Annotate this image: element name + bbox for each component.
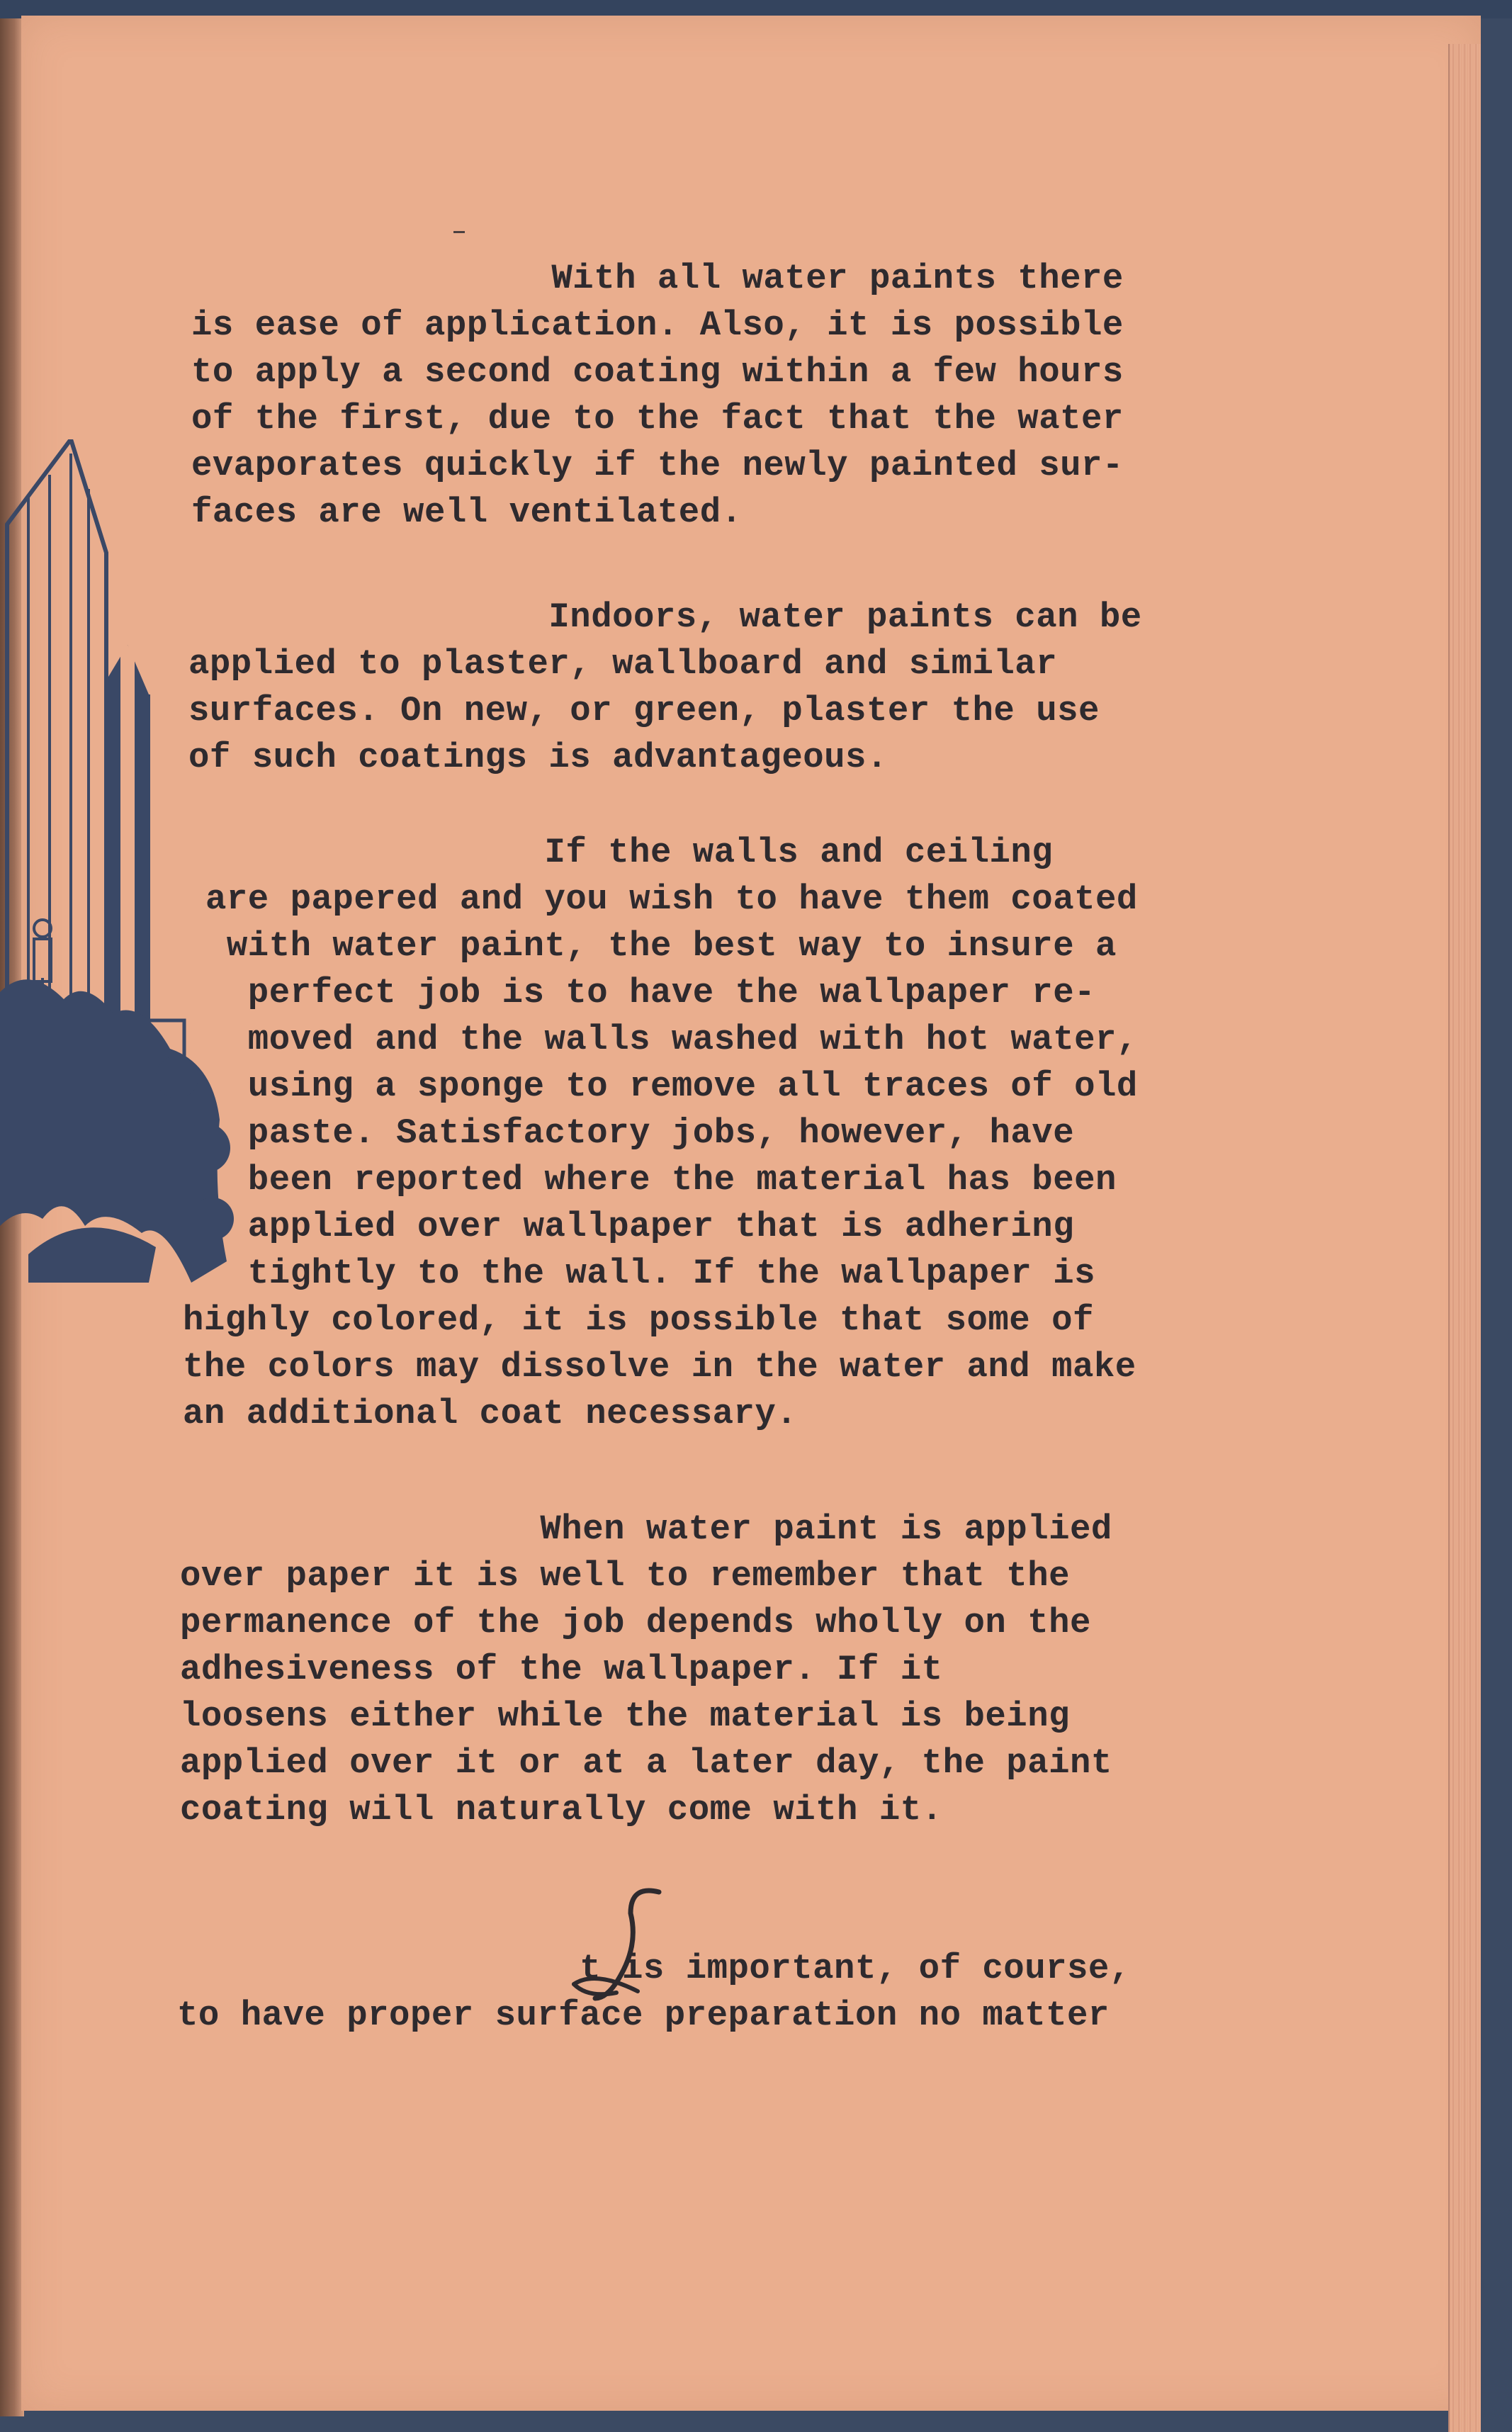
paragraph-4: When water paint is applied over paper it is well to remember that the permanence of the job depends wholly on the adhesiveness of the wallpaper. If it loosens either while the material is being applied over it or at a later day, the paint coating will naturally come with it. (180, 1509, 1112, 1830)
skyscraper-illustration-icon (0, 439, 241, 1290)
paragraph-5: t is important, of course, to have proper surface preparation no matter (177, 1949, 1131, 2035)
paragraph-2: Indoors, water paints can be applied to plaster, wallboard and similar surfaces. On new, or green, plaster the use of such coatings is advantageous. (188, 597, 1142, 777)
paragraph-3-continued: highly colored, it is possible that some of the colors may dissolve in the water and make an additional coat necessary. (183, 1300, 1136, 1434)
page-stack-edge (1448, 44, 1481, 2432)
stray-mark (453, 231, 465, 233)
paragraph-3-indented: If the walls and ceiling are papered and you wish to have them coated with water paint, the best way to insure a perfect job is to have the wallpaper re- moved and the walls washed with hot water, using a sponge to remove all traces of old paste. Satisfactory jobs, however, have been reported where the material has been applied over wallpaper that is adhering tightly to the wall. If the wallpaper is (205, 833, 1138, 1293)
paragraph-1: With all water paints there is ease of application. Also, it is possible to apply a second coating within a few hours of the first, due to the fact that the water evaporates quickly if the newly painted sur- faces are well ventilated. (191, 259, 1124, 532)
